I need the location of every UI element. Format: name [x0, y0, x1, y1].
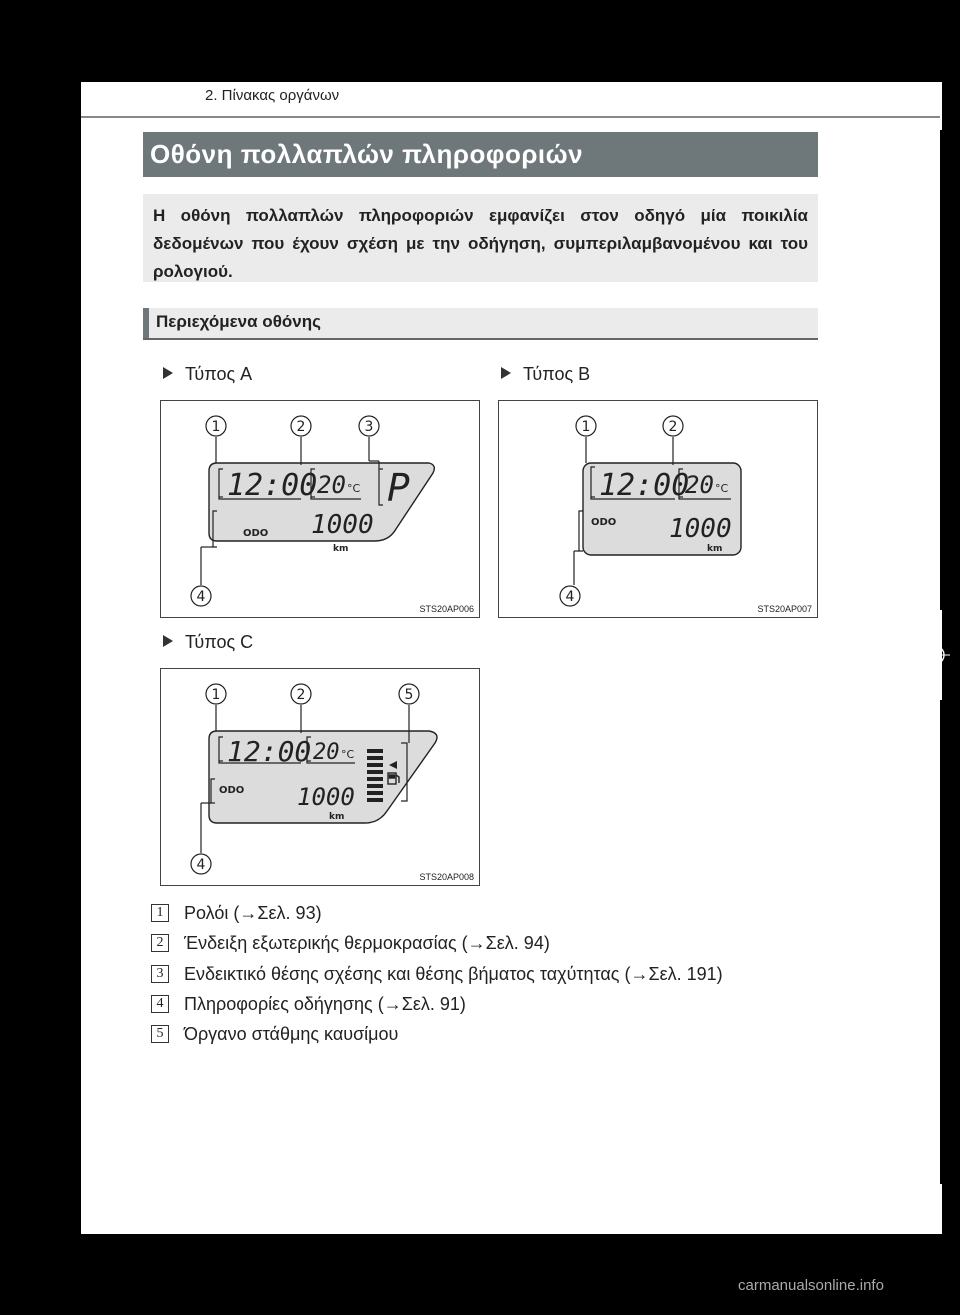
legend-text: Ρολόι (→Σελ. 93): [184, 903, 322, 923]
odo-unit: km: [329, 812, 345, 822]
legend-text: Πληροφορίες οδήγησης (→Σελ. 91): [184, 994, 466, 1014]
temp-readout: 20: [317, 471, 346, 499]
callout-1: 1: [581, 419, 591, 435]
temp-readout: 20: [313, 740, 340, 765]
shift-readout: P: [387, 466, 410, 510]
type-c-diagram: [160, 668, 480, 886]
figure-code: STS20AP008: [419, 872, 474, 882]
callout-4: 4: [565, 589, 575, 605]
odo-label: ODO: [219, 785, 245, 796]
type-c-label: Τύπος C: [163, 632, 253, 653]
odo-unit: km: [707, 544, 723, 554]
type-b-label: Τύπος B: [501, 364, 590, 385]
callout-4: 4: [196, 857, 206, 873]
clock-readout: 12:00: [599, 468, 690, 503]
temp-unit: °C: [347, 482, 361, 495]
legend-number: 1: [151, 904, 169, 922]
odo-unit: km: [333, 544, 349, 554]
callout-2: 2: [296, 687, 306, 703]
intro-box: [143, 194, 818, 282]
odo-label: ODO: [243, 528, 269, 539]
page-title: Οθόνη πολλαπλών πληροφοριών: [150, 139, 584, 169]
legend-text: Όργανο στάθμης καυσίμου: [184, 1024, 399, 1044]
manual-page: [81, 82, 940, 1234]
sub-heading-text: Περιεχόμενα οθόνης: [156, 312, 321, 331]
triangle-bullet-icon: [163, 367, 173, 379]
registration-mark-icon: [920, 640, 950, 670]
clock-readout: 12:00: [227, 735, 312, 768]
legend-number: 2: [151, 934, 169, 952]
odo-label: ODO: [591, 517, 617, 528]
crop-mark: [940, 82, 942, 130]
legend-item: [151, 1024, 851, 1048]
header-divider: [81, 116, 940, 118]
callout-5: 5: [404, 687, 414, 703]
type-a-diagram: [160, 400, 480, 618]
temp-unit: °C: [341, 748, 355, 761]
legend-text: Ένδειξη εξωτερικής θερμοκρασίας (→Σελ. 94): [184, 933, 550, 953]
temp-unit: °C: [715, 482, 729, 495]
section-label: 2. Πίνακας οργάνων: [205, 87, 340, 104]
callout-4: 4: [196, 589, 206, 605]
callout-3: 3: [364, 419, 374, 435]
legend-item: [151, 903, 851, 927]
callout-2: 2: [296, 419, 306, 435]
legend-item: [151, 933, 851, 957]
legend-number: 4: [151, 995, 169, 1013]
sub-heading-accent: [143, 308, 149, 338]
legend-item: [151, 964, 851, 988]
triangle-bullet-icon: [163, 635, 173, 647]
callout-1: 1: [211, 419, 221, 435]
odo-readout: 1000: [669, 514, 732, 544]
odo-readout: 1000: [297, 783, 355, 811]
legend-text: Ενδεικτικό θέσης σχέσης και θέσης βήματος ταχύτητας (→Σελ. 191): [184, 964, 723, 984]
clock-readout: 12:00: [227, 468, 318, 503]
legend-number: 5: [151, 1025, 169, 1043]
callout-1: 1: [211, 687, 221, 703]
callout-2: 2: [668, 419, 678, 435]
legend-item: [151, 994, 851, 1018]
sub-heading: [143, 308, 818, 340]
intro-text: Η οθόνη πολλαπλών πληροφοριών εμφανίζει στον οδηγό μία ποικιλία δεδομένων που έχουν σχέση με την οδήγηση, συμπεριλαμβανομένου και του ρολογιού.: [153, 206, 808, 281]
temp-readout: 20: [685, 471, 714, 499]
figure-code: STS20AP006: [419, 604, 474, 614]
footer-watermark: carmanualsonline.info: [738, 1277, 884, 1294]
crop-mark: [940, 1184, 942, 1234]
triangle-bullet-icon: [501, 367, 511, 379]
type-a-label: Τύπος A: [163, 364, 252, 385]
odo-readout: 1000: [311, 510, 374, 540]
legend-number: 3: [151, 965, 169, 983]
type-b-diagram: [498, 400, 818, 618]
figure-code: STS20AP007: [757, 604, 812, 614]
title-bar: [143, 132, 818, 177]
